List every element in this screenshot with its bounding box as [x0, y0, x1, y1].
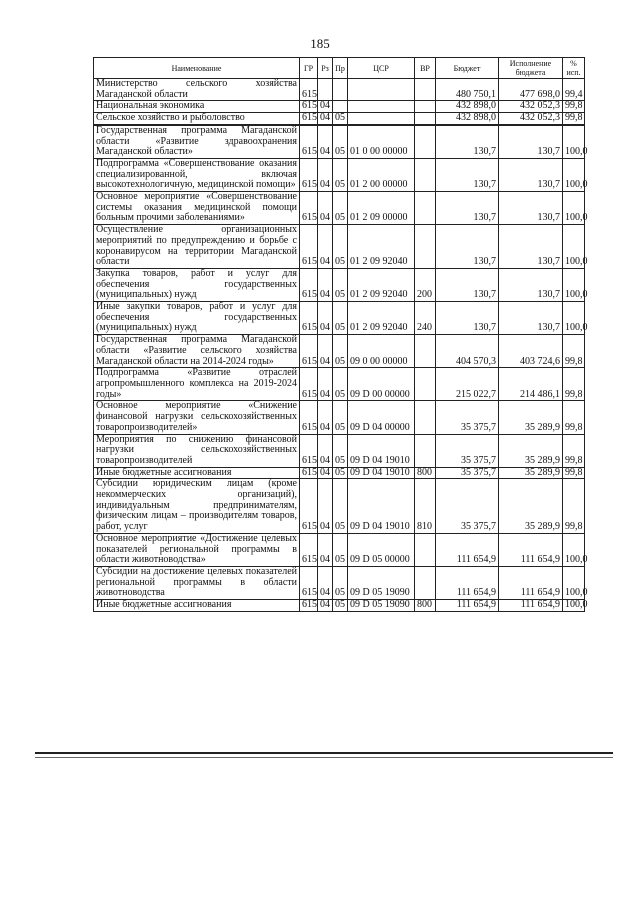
cell-gr: 615 [300, 302, 318, 335]
cell-pr: 05 [333, 125, 348, 159]
header-budget: Бюджет [436, 58, 499, 79]
cell-percent: 100,0 [563, 302, 585, 335]
cell-percent: 99,8 [563, 401, 585, 434]
cell-percent: 99,8 [563, 434, 585, 467]
table-row [94, 566, 585, 599]
cell-vr [415, 335, 436, 368]
cell-pr: 05 [333, 302, 348, 335]
cell-gr: 615 [300, 434, 318, 467]
cell-execution: 403 724,6 [499, 335, 563, 368]
table-row [94, 158, 585, 191]
cell-vr [415, 225, 436, 269]
cell-execution: 130,7 [499, 192, 563, 225]
cell-gr: 615 [300, 335, 318, 368]
cell-gr: 615 [300, 566, 318, 599]
page-number: 185 [310, 36, 330, 51]
cell-csr [348, 113, 415, 125]
cell-gr: 615 [300, 113, 318, 125]
cell-rz: 04 [318, 479, 333, 534]
cell-budget: 480 750,1 [436, 79, 499, 101]
header-name: Наименование [94, 58, 300, 79]
cell-csr: 01 2 00 00000 [348, 158, 415, 191]
cell-vr: 240 [415, 302, 436, 335]
cell-pr: 05 [333, 467, 348, 479]
table-row [94, 125, 585, 159]
cell-gr: 615 [300, 225, 318, 269]
cell-budget: 130,7 [436, 302, 499, 335]
cell-csr: 09 D 04 19010 [348, 479, 415, 534]
cell-vr [415, 533, 436, 566]
cell-execution: 130,7 [499, 302, 563, 335]
cell-pr: 05 [333, 533, 348, 566]
cell-percent: 100,0 [563, 125, 585, 159]
cell-pr: 05 [333, 479, 348, 534]
cell-vr [415, 79, 436, 101]
cell-rz: 04 [318, 125, 333, 159]
cell-vr [415, 434, 436, 467]
cell-csr: 09 D 05 00000 [348, 533, 415, 566]
cell-budget: 35 375,7 [436, 401, 499, 434]
cell-percent: 100,0 [563, 225, 585, 269]
cell-gr: 615 [300, 467, 318, 479]
cell-pr: 05 [333, 225, 348, 269]
cell-name: Закупка товаров, работ и услуг для обеспечения государственных (муниципальных) нужд [94, 268, 300, 301]
cell-rz: 04 [318, 566, 333, 599]
cell-csr: 01 2 09 00000 [348, 192, 415, 225]
cell-percent: 100,0 [563, 533, 585, 566]
table-row [94, 192, 585, 225]
cell-rz: 04 [318, 158, 333, 191]
cell-gr: 615 [300, 268, 318, 301]
cell-vr [415, 192, 436, 225]
cell-csr: 09 D 04 19010 [348, 434, 415, 467]
table-row [94, 335, 585, 368]
cell-name: Иные закупки товаров, работ и услуг для обеспечения государственных (муниципальных) нужд [94, 302, 300, 335]
cell-pr: 05 [333, 566, 348, 599]
cell-gr: 615 [300, 401, 318, 434]
cell-percent: 99,8 [563, 113, 585, 125]
table-row [94, 113, 585, 125]
cell-name: Национальная экономика [94, 101, 300, 113]
cell-budget: 111 654,9 [436, 600, 499, 612]
cell-rz [318, 79, 333, 101]
cell-percent: 100,0 [563, 158, 585, 191]
table-row [94, 302, 585, 335]
cell-execution: 477 698,0 [499, 79, 563, 101]
cell-vr: 800 [415, 600, 436, 612]
cell-gr: 615 [300, 533, 318, 566]
cell-percent: 99,8 [563, 467, 585, 479]
cell-csr: 09 D 05 19090 [348, 600, 415, 612]
cell-name: Сельское хозяйство и рыболовство [94, 113, 300, 125]
cell-name: Государственная программа Магаданской области «Развитие сельского хозяйства Магаданской области на 2014-2024 годы» [94, 335, 300, 368]
cell-pr: 05 [333, 335, 348, 368]
table-row [94, 225, 585, 269]
cell-name: Осуществление организационных мероприятий по предупреждению и борьбе с коронавирусом на территории Магаданской области [94, 225, 300, 269]
footer-rule-thin [35, 757, 613, 758]
cell-rz: 04 [318, 192, 333, 225]
cell-pr: 05 [333, 192, 348, 225]
cell-budget: 111 654,9 [436, 533, 499, 566]
cell-budget: 35 375,7 [436, 467, 499, 479]
table-row [94, 467, 585, 479]
cell-csr: 09 D 00 00000 [348, 368, 415, 401]
cell-gr: 615 [300, 600, 318, 612]
cell-pr: 05 [333, 113, 348, 125]
cell-name: Иные бюджетные ассигнования [94, 467, 300, 479]
cell-execution: 35 289,9 [499, 401, 563, 434]
cell-execution: 111 654,9 [499, 600, 563, 612]
cell-vr: 200 [415, 268, 436, 301]
cell-csr: 01 2 09 92040 [348, 302, 415, 335]
cell-pr: 05 [333, 401, 348, 434]
table-row [94, 533, 585, 566]
header-rz: Рз [318, 58, 333, 79]
table-row [94, 434, 585, 467]
table-row [94, 268, 585, 301]
cell-execution: 130,7 [499, 225, 563, 269]
cell-csr: 09 D 05 19090 [348, 566, 415, 599]
header-percent: % исп. [563, 58, 585, 79]
cell-percent: 99,8 [563, 368, 585, 401]
cell-gr: 615 [300, 101, 318, 113]
cell-rz: 04 [318, 434, 333, 467]
cell-execution: 130,7 [499, 268, 563, 301]
cell-vr [415, 566, 436, 599]
cell-budget: 130,7 [436, 158, 499, 191]
cell-rz: 04 [318, 302, 333, 335]
cell-rz: 04 [318, 401, 333, 434]
cell-vr [415, 125, 436, 159]
cell-percent: 99,8 [563, 335, 585, 368]
cell-name: Мероприятия по снижению финансовой нагрузки сельскохозяйственных товаропроизводителей [94, 434, 300, 467]
footer-rule [35, 752, 613, 754]
cell-budget: 130,7 [436, 125, 499, 159]
cell-csr: 01 2 09 92040 [348, 225, 415, 269]
cell-gr: 615 [300, 158, 318, 191]
cell-gr: 615 [300, 79, 318, 101]
cell-pr [333, 101, 348, 113]
cell-rz: 04 [318, 600, 333, 612]
cell-budget: 130,7 [436, 268, 499, 301]
cell-pr [333, 79, 348, 101]
cell-budget: 35 375,7 [436, 434, 499, 467]
cell-csr: 09 D 04 19010 [348, 467, 415, 479]
cell-csr: 01 0 00 00000 [348, 125, 415, 159]
cell-rz: 04 [318, 268, 333, 301]
cell-execution: 35 289,9 [499, 479, 563, 534]
table-header-row [94, 58, 585, 79]
cell-vr [415, 368, 436, 401]
cell-pr: 05 [333, 158, 348, 191]
cell-vr [415, 101, 436, 113]
cell-budget: 35 375,7 [436, 479, 499, 534]
cell-rz: 04 [318, 101, 333, 113]
cell-execution: 35 289,9 [499, 434, 563, 467]
table-row [94, 600, 585, 612]
cell-percent: 99,4 [563, 79, 585, 101]
header-gr: ГР [300, 58, 318, 79]
cell-vr: 800 [415, 467, 436, 479]
cell-pr: 05 [333, 434, 348, 467]
cell-vr [415, 113, 436, 125]
cell-rz: 04 [318, 225, 333, 269]
table-row [94, 101, 585, 113]
table-row [94, 79, 585, 101]
cell-rz: 04 [318, 113, 333, 125]
table-row [94, 368, 585, 401]
cell-execution: 111 654,9 [499, 533, 563, 566]
cell-gr: 615 [300, 479, 318, 534]
cell-name: Министерство сельского хозяйства Магаданской области [94, 79, 300, 101]
cell-percent: 99,8 [563, 101, 585, 113]
cell-rz: 04 [318, 467, 333, 479]
cell-execution: 130,7 [499, 158, 563, 191]
cell-gr: 615 [300, 125, 318, 159]
cell-percent: 100,0 [563, 192, 585, 225]
budget-execution-table [93, 57, 588, 612]
header-csr: ЦСР [348, 58, 415, 79]
cell-name: Основное мероприятие «Снижение финансовой нагрузки сельскохозяйственных товаропроизводителей» [94, 401, 300, 434]
cell-budget: 432 898,0 [436, 101, 499, 113]
cell-budget: 111 654,9 [436, 566, 499, 599]
cell-pr: 05 [333, 368, 348, 401]
cell-name: Субсидии юридическим лицам (кроме некоммерческих организаций), индивидуальным предпринимателям, физическим лицам – производителям товаров, работ, услуг [94, 479, 300, 534]
cell-pr: 05 [333, 600, 348, 612]
header-execution: Исполнение бюджета [499, 58, 563, 79]
cell-csr [348, 79, 415, 101]
cell-budget: 130,7 [436, 225, 499, 269]
cell-vr: 810 [415, 479, 436, 534]
cell-percent: 99,8 [563, 479, 585, 534]
cell-name: Подпрограмма «Развитие отраслей агропромышленного комплекса на 2019-2024 годы» [94, 368, 300, 401]
table-row [94, 479, 585, 534]
cell-execution: 432 052,3 [499, 113, 563, 125]
cell-rz: 04 [318, 335, 333, 368]
table-row [94, 401, 585, 434]
cell-name: Основное мероприятие «Совершенствование системы оказания медицинской помощи больным прочими заболеваниями» [94, 192, 300, 225]
cell-percent: 100,0 [563, 268, 585, 301]
cell-execution: 130,7 [499, 125, 563, 159]
cell-gr: 615 [300, 192, 318, 225]
cell-csr: 01 2 09 92040 [348, 268, 415, 301]
cell-execution: 432 052,3 [499, 101, 563, 113]
cell-execution: 111 654,9 [499, 566, 563, 599]
cell-budget: 215 022,7 [436, 368, 499, 401]
header-pr: Пр [333, 58, 348, 79]
cell-name: Субсидии на достижение целевых показателей региональной программы в области животноводства [94, 566, 300, 599]
cell-name: Иные бюджетные ассигнования [94, 600, 300, 612]
cell-vr [415, 401, 436, 434]
cell-rz: 04 [318, 368, 333, 401]
cell-execution: 214 486,1 [499, 368, 563, 401]
cell-percent: 100,0 [563, 600, 585, 612]
cell-name: Основное мероприятие «Достижение целевых показателей региональной программы в области животноводства» [94, 533, 300, 566]
cell-percent: 100,0 [563, 566, 585, 599]
cell-gr: 615 [300, 368, 318, 401]
cell-csr: 09 0 00 00000 [348, 335, 415, 368]
cell-pr: 05 [333, 268, 348, 301]
cell-execution: 35 289,9 [499, 467, 563, 479]
cell-rz: 04 [318, 533, 333, 566]
cell-budget: 130,7 [436, 192, 499, 225]
cell-name: Подпрограмма «Совершенствование оказания специализированной, включая высокотехнологичную, медицинской помощи» [94, 158, 300, 191]
cell-csr: 09 D 04 00000 [348, 401, 415, 434]
cell-csr [348, 101, 415, 113]
cell-vr [415, 158, 436, 191]
cell-budget: 432 898,0 [436, 113, 499, 125]
cell-name: Государственная программа Магаданской области «Развитие здравоохранения Магаданской области» [94, 125, 300, 159]
header-vr: ВР [415, 58, 436, 79]
cell-budget: 404 570,3 [436, 335, 499, 368]
